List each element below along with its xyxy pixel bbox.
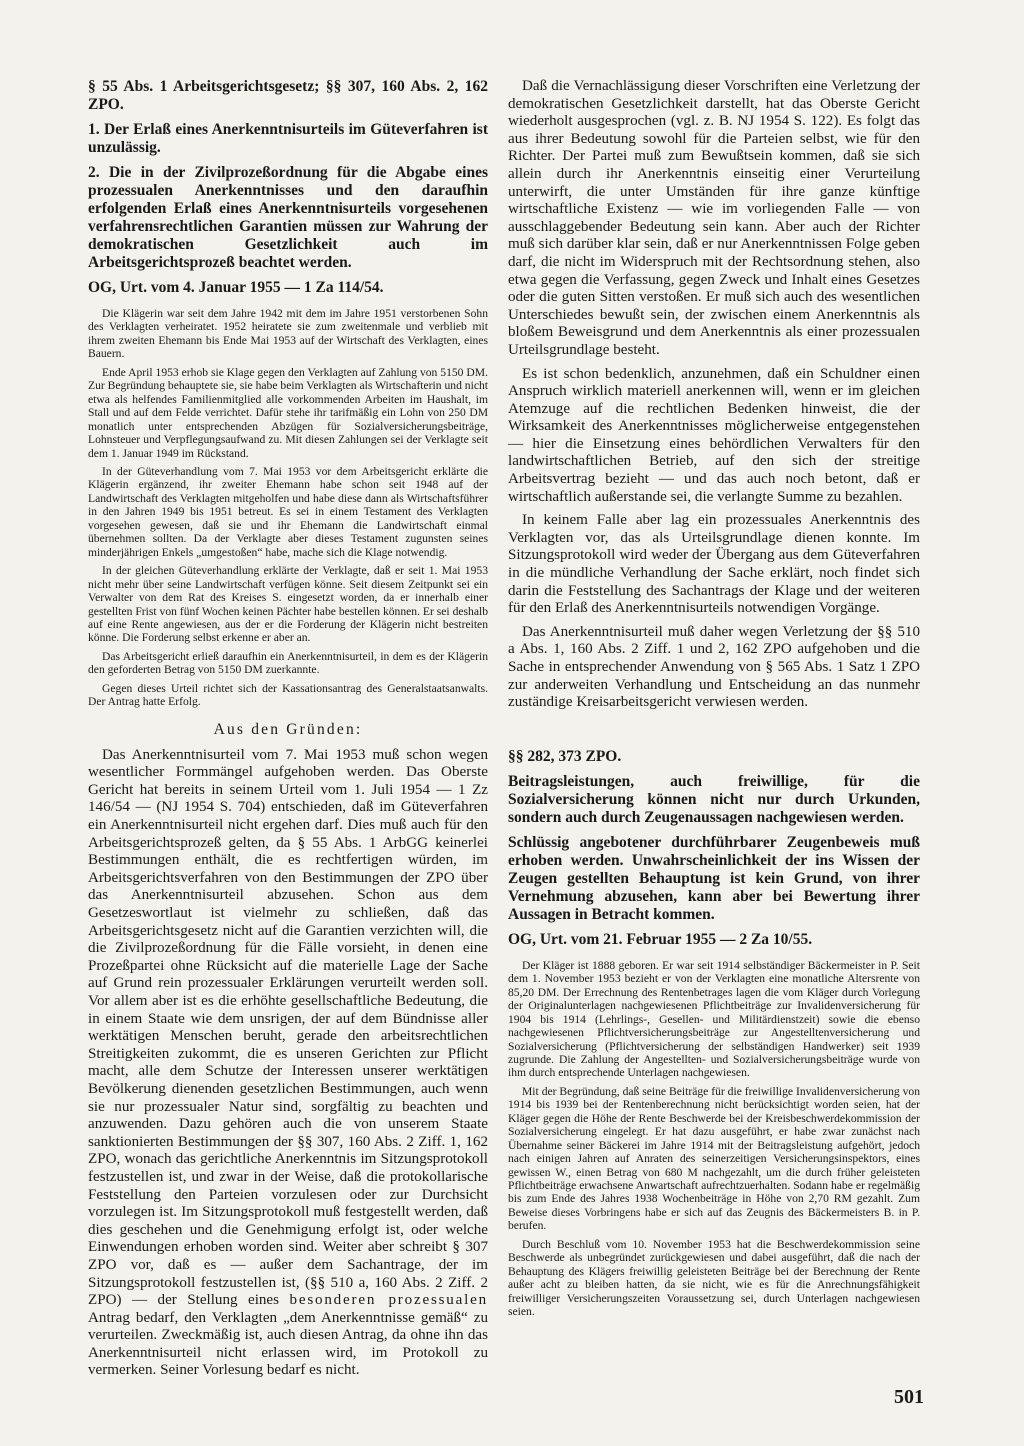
continuation-paragraph: In keinem Falle aber lag ein prozessuales Anerkenntnis des Verklagten vor, das als Urteilsgrundlage dienen konnte. Im Sitzungsprotokoll wird weder der Übergang aus dem Güteverfahren in die mündliche Verhandlung der Sache erklärt, noch findet sich darin die Feststellung des Sachantrags der Klage und der weiteren für den Erlaß des Anerkenntnisurteils notwendigen Vorgänge. bbox=[508, 512, 920, 617]
page-number: 501 bbox=[894, 1386, 924, 1408]
reasons-text-part-1: Das Anerkenntnisurteil vom 7. Mai 1953 muß schon wegen wesentlicher Formmängel aufgehoben werden. Das Oberste Gericht hat bereits in seinem Urteil vom 1. Juli 1954 — 1 Zz 146/54 — (NJ 1954 S. 704) entschieden, daß im Güteverfahren ein Anerkenntnisurteil nicht ergehen darf. Dies muß auch für den Arbeitsgerichtsprozeß gelten, da § 55 Abs. 1 ArbGG keinerlei Bestimmungen enthält, die es rechtfertigen würden, im Arbeitsgerichtsverfahren von den Bestimmungen der ZPO über das Anerkenntnisurteil abzusehen. Schon aus dem Gesetzeswortlaut ist vielmehr zu schließen, daß das Arbeitsgerichtsgesetz nicht auf die Garantien verzichten will, die die Zivilprozeßordnung für die Fälle vorsieht, in denen eine Prozeßpartei ohne Rücksicht auf die materielle Lage der Sache auf Grund rein prozessualer Erklärungen verurteilt werden soll. Vor allem aber ist es die erhöhte gesellschaftliche Bedeutung, die in einem Staate wie dem unsrigen, der auf dem Bündnisse aller werktätigen Menschen beruht, gerade den arbeitsrechtlichen Streitigkeiten zukommt, die es unseren Gerichten zur Pflicht macht, alle dem Schutze der Interessen unserer werktätigen Bevölkerung dienenden gesetzlichen Bestimmungen, auch wenn sie nur prozessualer Natur sind, sorgfältig zu beachten und anzuwenden. Dazu gehören auch die von unserem Staate sanktionierten Bestimmungen der §§ 307, 160 Abs. 2 Ziff. 1, 162 ZPO, wonach das gerichtliche Anerkenntnis im Sitzungsprotokoll festzustellen ist, und zwar in der Weise, daß die protokollarische Feststellung den Parteien vorzulesen oder zur Durchsicht vorzulegen ist. Im Sitzungsprotokoll muß festgestellt werden, daß dies geschehen und die Genehmigung erfolgt ist, oder welche Einwendungen erhoben worden sind. Weiter aber schreibt § 307 ZPO vor, daß es — außer dem Sachantrage, der im Sitzungsprotokoll festzustellen ist, (§§ 510 a, 160 Abs. 2 Ziff. 2 ZPO) — der Stellung eines bbox=[88, 746, 488, 1309]
case1-facts-paragraph: Das Arbeitsgericht erließ daraufhin ein Anerkenntnisurteil, in dem es der Klägerin den geforderten Betrag von 5150 DM zuerkannte. bbox=[88, 649, 488, 677]
case2-facts-paragraph: Durch Beschluß vom 10. November 1953 hat die Beschwerdekommission seine Beschwerde als unbegründet zurückgewiesen und dabei ausgeführt, daß die nach der Behauptung des Klägers freiwillig geleisteten Beiträge bei der Berechnung der Rente außer acht zu bleiben hatten, da sie nicht, wie es für die Anrechnungsfähigkeit freiwilliger Versicherungszeiten Voraussetzung sei, durch Unterlagen nachgewiesen seien. bbox=[508, 1237, 920, 1319]
section-gap bbox=[508, 718, 920, 748]
case1-lead-1: 1. Der Erlaß eines Anerkenntnisurteils im Güteverfahren ist unzulässig. bbox=[88, 121, 488, 156]
reasons-heading: Aus den Gründen: bbox=[213, 720, 363, 738]
continuation-paragraph: Daß die Vernachlässigung dieser Vorschriften eine Verletzung der demokratischen Gesetzlichkeit darstellt, hat das Oberste Gericht wiederholt ausgesprochen (vgl. z. B. NJ 1954 S. 122). Es folgt das aus ihrer Bedeutung sowohl für die Parteien selbst, wie für den Richter. Der Partei muß zum Bewußtsein kommen, daß sie sich allein durch ihr Anerkenntnis einseitig einer Verurteilung unterwirft, die unter Umständen für ihre ganze künftige wirtschaftliche Existenz — wie im vorliegenden Falle — von ausschlaggebender Bedeutung sein kann. Aber auch der Richter muß sich darüber klar sein, daß er nur Anerkenntnissen Folge geben darf, die nicht im Widerspruch mit der Rechtsordnung stehen, also etwa gegen die Verfassung, gegen Zweck und Inhalt eines Gesetzes oder die guten Sitten verstoßen. Er muß sich auch des wesentlichen Unterschiedes bewußt sein, der zwischen einem Anerkenntnis als bloßem Beweisgrund und dem Anerkenntnis als einer prozessualen Urteilsgrundlage besteht. bbox=[508, 78, 920, 358]
reasons-text-part-2: Antrag bedarf, den Verklagten „dem Anerkenntnisse gemäß“ zu verurteilen. Zweckmäßig ist, auch diesen Antrag, da ohne ihn das Anerkenntnisurteil nicht erlassen wird, im Protokoll zu vermerken. Seiner Vorlesung bedarf es nicht. bbox=[88, 1309, 488, 1379]
case1-facts-paragraph: Gegen dieses Urteil richtet sich der Kassationsantrag des Generalstaatsanwalts. Der Antrag hatte Erfolg. bbox=[88, 681, 488, 709]
case1-facts-paragraph: Ende April 1953 erhob sie Klage gegen den Verklagten auf Zahlung von 5150 DM. Zur Begründung behauptete sie, sie habe beim Verklagten als Wirtschafterin und nicht etwa als helfendes Familienmitglied alle vorkommenden Arbeiten im Haushalt, im Stall und auf dem Felde verrichtet. Dafür stehe ihr tarifmäßig ein Lohn von 250 DM monatlich unter entsprechenden Abzügen für Sozialversicherungsbeiträge, Lohnsteuer und Verpflegungsaufwand zu. Mit diesen Zahlungen sei der Verklagte seit dem 1. Januar 1949 im Rückstand. bbox=[88, 365, 488, 460]
case2-reference: OG, Urt. vom 21. Februar 1955 — 2 Za 10/55. bbox=[508, 930, 813, 948]
reasons-paragraph bbox=[88, 747, 488, 1380]
case1-citation: § 55 Abs. 1 Arbeitsgerichtsgesetz; §§ 307, 160 Abs. 2, 162 ZPO. bbox=[88, 78, 488, 113]
continuation-paragraph: Das Anerkenntnisurteil muß daher wegen Verletzung der §§ 510 a Abs. 1, 160 Abs. 2 Ziff. 1 und 2, 162 ZPO aufgehoben und die Sache in entsprechender Anwendung von § 565 Abs. 1 Satz 1 ZPO zur anderweiten Verhandlung und Entscheidung an das nunmehr zuständige Kreisarbeitsgericht verwiesen werden. bbox=[508, 623, 920, 711]
case1-facts-paragraph: In der gleichen Güteverhandlung erklärte der Verklagte, daß er seit 1. Mai 1953 nicht mehr über seine Landwirtschaft verfügen könne. Seit diesem Zeitpunkt sei ein Verwalter von dem Rat des Kreises S. eingesetzt worden, da er innerhalb einer gestellten Frist von fünf Wochen keinen Pächter habe bestellen können. Er sei deshalb auf eine Rente angewiesen, aus der er die Forderung der Klägerin nicht bestreiten könne. Die Forderung selbst erkenne er aber an. bbox=[88, 564, 488, 645]
case2-facts-paragraph: Der Kläger ist 1888 geboren. Er war seit 1914 selbständiger Bäckermeister in P. Seit dem 1. November 1953 bezieht er von der Verklagten eine monatliche Altersrente von 85,20 DM. Der Errechnung des Rentenbetrages lagen die vom Kläger durch Vorlegung der Originalunterlagen nachgewiesenen Pflichtbeiträge zur Invalidenversicherung für 1904 bis 1914 (Lehrlings-, Gesellen- und Militärdienstzeit) sowie die ebenso nachgewiesenen Pflichtversicherungsbeiträge zur Angestelltenversicherung und Sozialversicherung (Pflichtversicherung der selbständigen Handwerker) seit 1939 zugrunde. Die Zahlung der Angestellten- und Sozialversicherungsbeiträge wurde von ihm durch entsprechende Unterlagen nachgewiesen. bbox=[508, 958, 920, 1080]
reasons-spaced-emphasis: besonderen prozessualen bbox=[289, 1292, 488, 1309]
case1-facts-paragraph: In der Güteverhandlung vom 7. Mai 1953 vor dem Arbeitsgericht erklärte die Klägerin ergänzend, ihr zweiter Ehemann habe schon seit 1948 auf der Landwirtschaft des Verklagten mitgeholfen und habe diese dann als Wirtschaftsführer in den Jahren 1949 bis 1951 betreut. Es sei in einem Testament des Verklagten vorgesehen gewesen, daß sie und ihr Ehemann die Landwirtschaft einmal übernehmen sollten. Da der Verklagte aber dieses Testament zugunsten seines minderjährigen Enkels „umgestoßen“ habe, mache sich die Klage notwendig. bbox=[88, 464, 488, 559]
case1-reference: OG, Urt. vom 4. Januar 1955 — 1 Za 114/54. bbox=[88, 279, 384, 296]
case1-facts-paragraph: Die Klägerin war seit dem Jahre 1942 mit dem im Jahre 1951 verstorbenen Sohn des Verklagten verheiratet. 1952 heiratete sie zum zweitenmale und verblieb mit ihrem zweiten Ehemann bis Ende Mai 1953 auf der Wirtschaft des Verklagten, eines Bauern. bbox=[88, 307, 488, 361]
case2-lead-2: Schlüssig angebotener durchführbarer Zeugenbeweis muß erhoben werden. Unwahrscheinlichkeit der ins Wissen der Zeugen gestellten Behauptung ist kein Grund, von ihrer Vernehmung abzusehen, kann aber bei Bewertung ihrer Aussagen in Betracht kommen. bbox=[508, 833, 920, 923]
case2-citation: §§ 282, 373 ZPO. bbox=[508, 747, 622, 765]
left-column bbox=[88, 78, 488, 1386]
right-column bbox=[508, 78, 920, 1324]
case1-lead-2: 2. Die in der Zivilprozeßordnung für die Abgabe eines prozessualen Anerkenntnisses und den daraufhin erfolgenden Erlaß eines Anerkenntnisurteils vorgesehenen verfahrensrechtlichen Garantien müssen zur Wahrung der demokratischen Gesetzlichkeit auch im Arbeitsgerichtsprozeß beachtet werden. bbox=[88, 164, 488, 271]
continuation-paragraph: Es ist schon bedenklich, anzunehmen, daß ein Schuldner einen Anspruch wirklich materiell anerkennen will, wenn er im gleichen Atemzuge auf die rechtlichen Bedenken hinweist, die der Wirksamkeit des Anerkenntnisses möglicherweise entgegenstehen — hier die Einsetzung eines behördlichen Verwalters für den landwirtschaftlichen Betrieb, auf den sich der streitige Arbeitsvertrag bezieht — und das auch noch betont, daß er wirtschaftlich außerstande sei, die verlangte Summe zu bezahlen. bbox=[508, 365, 920, 505]
case2-facts-paragraph: Mit der Begründung, daß seine Beiträge für die freiwillige Invalidenversicherung von 1914 bis 1939 bei der Rentenberechnung nicht berücksichtigt worden seien, hat der Kläger gegen die Höhe der Rente Beschwerde bei der Kreisbeschwerdekommission der Sozialversicherung eingelegt. Er hat dazu ausgeführt, er habe zwar zunächst nach Übernahme seiner Bäckerei im Jahre 1914 mit der Beitragsleistung aufgehört, jedoch nach einigen Jahren auf Anraten des seinerzeitigen Versicherungsinspektors, eines gewissen W., einen Betrag von 680 M nachgezahlt, um die durch früher geleisteten Pflichtbeiträge erwachsene Anwartschaft aufrechtzuerhalten. Sodann habe er regelmäßig bis zum Ende des Jahres 1938 Wochenbeiträge in Höhe von 2,70 RM gezahlt. Zum Beweise dieses Vorbringens habe er sich auf das Zeugnis des Bäckermeisters B. in P. berufen. bbox=[508, 1084, 920, 1233]
case2-lead-1: Beitragsleistungen, auch freiwillige, für die Sozialversicherung können nicht nur durch Urkunden, sondern auch durch Zeugenaussagen nachgewiesen werden. bbox=[508, 772, 920, 826]
